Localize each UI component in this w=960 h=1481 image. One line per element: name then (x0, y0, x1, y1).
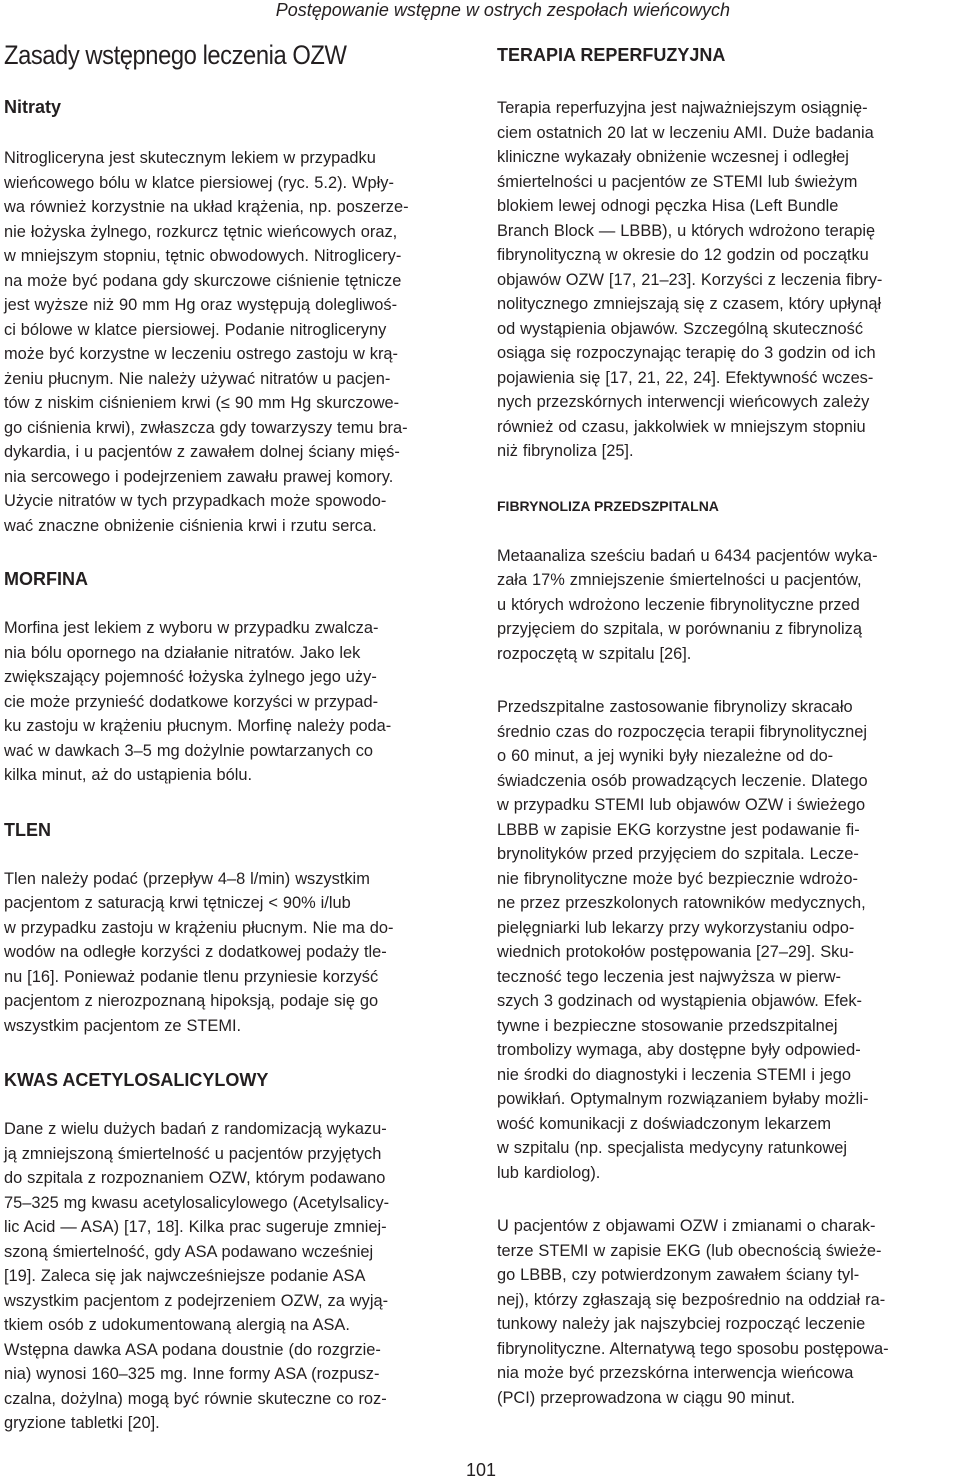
text-line: (PCI) przeprowadzona w ciągu 90 minut. (497, 1388, 796, 1407)
text-line: świadczenia osób prowadzących leczenie. Dlatego (497, 771, 868, 790)
text-line: Przedszpitalne zastosowanie fibrynolizy skracało (497, 698, 853, 716)
text-line: śmiertelności u pacjentów ze STEMI lub świeżym (497, 172, 858, 191)
text-line: fibrynolityczne. Alternatywą tego sposobu postępowa- (497, 1339, 889, 1358)
text-line: 75–325 mg kwasu acetylosalicylowego (Acetylsalicy- (4, 1193, 390, 1212)
text-line: nych przezskórnych interwencji wieńcowych zależy (497, 393, 870, 411)
text-line: nej), którzy zgłaszają się bezpośrednio na oddział ra- (497, 1290, 886, 1309)
text-line: pacjentom z saturacją krwi tętniczej < 90% i/lub (4, 894, 351, 912)
text-line: Tlen należy podać (przepływ 4–8 l/min) wszystkim (4, 869, 370, 888)
text-line: ją zmniejszoną śmiertelność u pacjentów przyjętych (4, 1144, 382, 1163)
text-line: trombolizy wymaga, aby dostępne były odpowied- (497, 1041, 861, 1059)
text-line: rozpoczętą w szpitalu [26]. (497, 644, 692, 663)
section-heading-fibrynoliza: FIBRYNOLIZA PRZEDSZPITALNA (497, 497, 719, 514)
text-line: o 60 minut, a jej wyniki były niezależne od do- (497, 747, 834, 765)
text-line: średnio czas do rozpoczęcia terapii fibrynolitycznej (497, 722, 868, 741)
text-line: Morfina jest lekiem z wyboru w przypadku zwalcza- (4, 619, 379, 637)
text-line: nolitycznego zmniejszają się z czasem, który upłynął (497, 295, 882, 313)
text-line: brynolityków przed przyjęciem do szpitala. Lecze- (497, 845, 859, 863)
text-line: wieńcowego bólu w klatce piersiowej (ryc. 5.2). Wpły- (4, 173, 394, 192)
text-line: w przypadku zastoju w krążeniu płucnym. Nie ma do- (4, 918, 394, 937)
text-line: kilka minut, aż do ustąpienia bólu. (4, 766, 253, 784)
text-line: również od czasu, jakkolwiek w mniejszym stopniu (497, 417, 866, 436)
text-line: wiednich protokołów postępowania [27–29]. Sku- (497, 943, 854, 961)
paragraph-fibrynoliza-2 (497, 695, 957, 1185)
paragraph-tlen (4, 867, 456, 1039)
text-line: go ciśnienia krwi), zwłaszcza gdy towarzyszy temu bra- (4, 418, 408, 437)
text-line: ne przez przeszkolonych ratowników medycznych, (497, 894, 866, 912)
text-line: blokiem lewej odnogi pęczka Hisa (Left Bundle (497, 197, 839, 215)
text-line: tów z niskim ciśnieniem krwi (≤ 90 mm Hg skurczowe- (4, 394, 400, 412)
text-line: go LBBB, czy potwierdzonym zawałem ściany tyl- (497, 1266, 860, 1284)
text-line: wać znaczne obniżenie ciśnienia krwi i rzutu serca. (4, 516, 377, 535)
text-line: niż fibrynoliza [25]. (497, 442, 634, 460)
text-line: szoną śmiertelność, gdy ASA podawano wcześniej (4, 1242, 374, 1261)
text-line: do szpitala z rozpoznaniem OZW, którym podawano (4, 1169, 386, 1187)
text-line: wszystkim pacjentom ze STEMI. (4, 1016, 242, 1035)
page-title: Zasady wstępnego leczenia OZW (4, 40, 347, 70)
text-line: Terapia reperfuzyjna jest najważniejszym osiągnię- (497, 99, 868, 117)
text-line: gryzione tabletki [20]. (4, 1414, 160, 1432)
text-line: fibrynolityczną w okresie do 12 godzin od początku (497, 246, 869, 264)
text-line: cie może przynieść dodatkowe korzyści w przypad- (4, 692, 379, 711)
right-column (497, 38, 957, 1410)
text-line: wa również korzystnie na układ krążenia, np. poszerze- (4, 198, 409, 216)
text-line: nia bólu opornego na działanie nitratów. Jako lek (4, 643, 361, 662)
text-line: pielęgniarki lub lekarzy przy wykorzystaniu odpo- (497, 918, 855, 937)
section-heading-tlen: TLEN (4, 819, 51, 840)
text-line: wać w dawkach 3–5 mg dożylnie powtarzanych co (4, 741, 374, 760)
text-line: objawów OZW [17, 21–23]. Korzyści z leczenia fibry- (497, 270, 883, 289)
text-line: Branch Block — LBBB), u których wdrożono terapię (497, 221, 876, 240)
text-line: żeniu płucnym. Nie należy używać nitratów u pacjen- (4, 369, 391, 388)
paragraph-asa (4, 1117, 456, 1436)
text-line: wodów na odległe korzyści z dodatkowej podaży tle- (4, 943, 387, 961)
text-line: Użycie nitratów w tych przypadkach może spowodo- (4, 492, 387, 510)
section-heading-nitraty: Nitraty (4, 97, 62, 117)
text-line: ci bólowe w klatce piersiowej. Podanie nitrogliceryny (4, 320, 387, 339)
paragraph-fibrynoliza-3 (497, 1214, 957, 1410)
text-line: nie środki do diagnostyki i leczenia STEMI i jego (497, 1065, 851, 1084)
section-heading-terapia-reperfuzyjna: TERAPIA REPERFUZYJNA (497, 45, 726, 65)
text-line: nu [16]. Ponieważ podanie tlenu przyniesie korzyść (4, 967, 379, 986)
text-line: powikłań. Optymalnym rozwiązaniem byłaby możli- (497, 1090, 869, 1108)
text-line: terze STEMI w zapisie EKG (lub obecnością świeże- (497, 1241, 882, 1260)
text-line: w mniejszym stopniu, tętnic obwodowych. Nitroglicery- (4, 247, 402, 265)
running-head: Postępowanie wstępne w ostrych zespołach wieńcowych (275, 0, 730, 20)
text-line: teczność tego leczenia jest najwyższa w pierw- (497, 967, 842, 986)
text-line: w przypadku STEMI lub objawów OZW i świeżego (497, 796, 866, 814)
paragraph-nitraty (4, 146, 456, 538)
text-line: ciem ostatnich 20 lat w leczeniu AMI. Duże badania (497, 123, 874, 142)
text-line: U pacjentów z objawami OZW i zmianami o charak- (497, 1217, 876, 1235)
text-line: pacjentom z nierozpoznaną hipoksją, podaje się go (4, 992, 379, 1010)
text-line: Nitrogliceryna jest skutecznym lekiem w przypadku (4, 149, 376, 167)
text-line: tkiem osób z udokumentowaną alergią na ASA. (4, 1316, 350, 1334)
paragraph-fibrynoliza-1 (497, 544, 957, 667)
section-heading-asa: KWAS ACETYLOSALICYLOWY (4, 1070, 269, 1090)
text-line: ku zastoju w krążeniu płucnym. Morfinę należy poda- (4, 717, 392, 735)
text-line: LBBB w zapisie EKG korzystne jest podawanie fi- (497, 820, 860, 839)
text-line: w szpitalu (np. specjalista medycyny ratunkowej (497, 1139, 847, 1157)
page-number: 101 (466, 1460, 497, 1480)
paragraph-terapia-reperfuzyjna (497, 96, 957, 464)
text-line: Metaanaliza sześciu badań u 6434 pacjentów wyka- (497, 546, 878, 565)
text-line: tunkowy należy jak najszybciej rozpocząć leczenie (497, 1315, 866, 1333)
text-line: osiąga się rozpoczynając terapię do 3 godzin od ich (497, 344, 876, 362)
text-line: nie łożyska żylnego, rozkurcz tętnic wieńcowych oraz, (4, 222, 398, 241)
text-line: nie fibrynolityczne może być bezpiecznie wdrożo- (497, 869, 858, 888)
text-line: tywne i bezpieczne stosowanie przedszpitalnej (497, 1016, 838, 1035)
text-line: od wystąpienia objawów. Szczególną skuteczność (497, 319, 864, 338)
paragraph-morfina (4, 616, 456, 788)
text-line: zwiększający pojemność łożyska żylnego jego uży- (4, 668, 377, 686)
text-line: nia może być przezskórna interwencja wieńcowa (497, 1364, 854, 1382)
text-line: przyjęciem do szpitala, w porównaniu z fibrynolizą (497, 620, 862, 638)
text-line: dykardia, i u pacjentów z zawałem dolnej ściany mięś- (4, 443, 400, 461)
text-line: u których wdrożono leczenie fibrynolityczne przed (497, 595, 860, 614)
text-line: jest wyższe niż 90 mm Hg oraz występują dolegliwoś- (4, 296, 398, 314)
text-line: lic Acid — ASA) [17, 18]. Kilka prac sugeruje zmniej- (4, 1218, 387, 1236)
text-line: wość komunikacji z doświadczonym lekarzem (497, 1114, 832, 1133)
text-line: czalna, dożylna) mogą być równie skuteczne co roz- (4, 1389, 387, 1408)
left-column (4, 38, 456, 1436)
section-heading-morfina: MORFINA (4, 569, 88, 589)
text-line: kliniczne wykazały obniżenie wczesnej i odległej (497, 148, 849, 166)
text-line: wszystkim pacjentom z podejrzeniem OZW, za wyją- (4, 1291, 389, 1310)
text-line: pojawienia się [17, 21, 22, 24]. Efektywność wczes- (497, 368, 874, 387)
text-line: na może być podana gdy skurczowe ciśnienie tętnicze (4, 271, 402, 290)
text-line: nia) wynosi 160–325 mg. Inne formy ASA (rozpusz- (4, 1365, 380, 1383)
text-line: nia sercowego i podejrzeniem zawału prawej komory. (4, 467, 394, 486)
text-line: Wstępna dawka ASA podana doustnie (do rozgrzie- (4, 1340, 381, 1359)
text-line: może być korzystne w leczeniu ostrego zastoju w krą- (4, 345, 398, 363)
text-line: szych 3 godzinach od wystąpienia objawów. Efek- (497, 992, 863, 1010)
text-line: Dane z wielu dużych badań z randomizacją wykazu- (4, 1120, 387, 1138)
text-line: lub kardiolog). (497, 1163, 601, 1182)
text-line: [19]. Zaleca się jak najwcześniejsze podanie ASA (4, 1267, 366, 1285)
text-line: zała 17% zmniejszenie śmiertelności u pacjentów, (497, 571, 862, 589)
